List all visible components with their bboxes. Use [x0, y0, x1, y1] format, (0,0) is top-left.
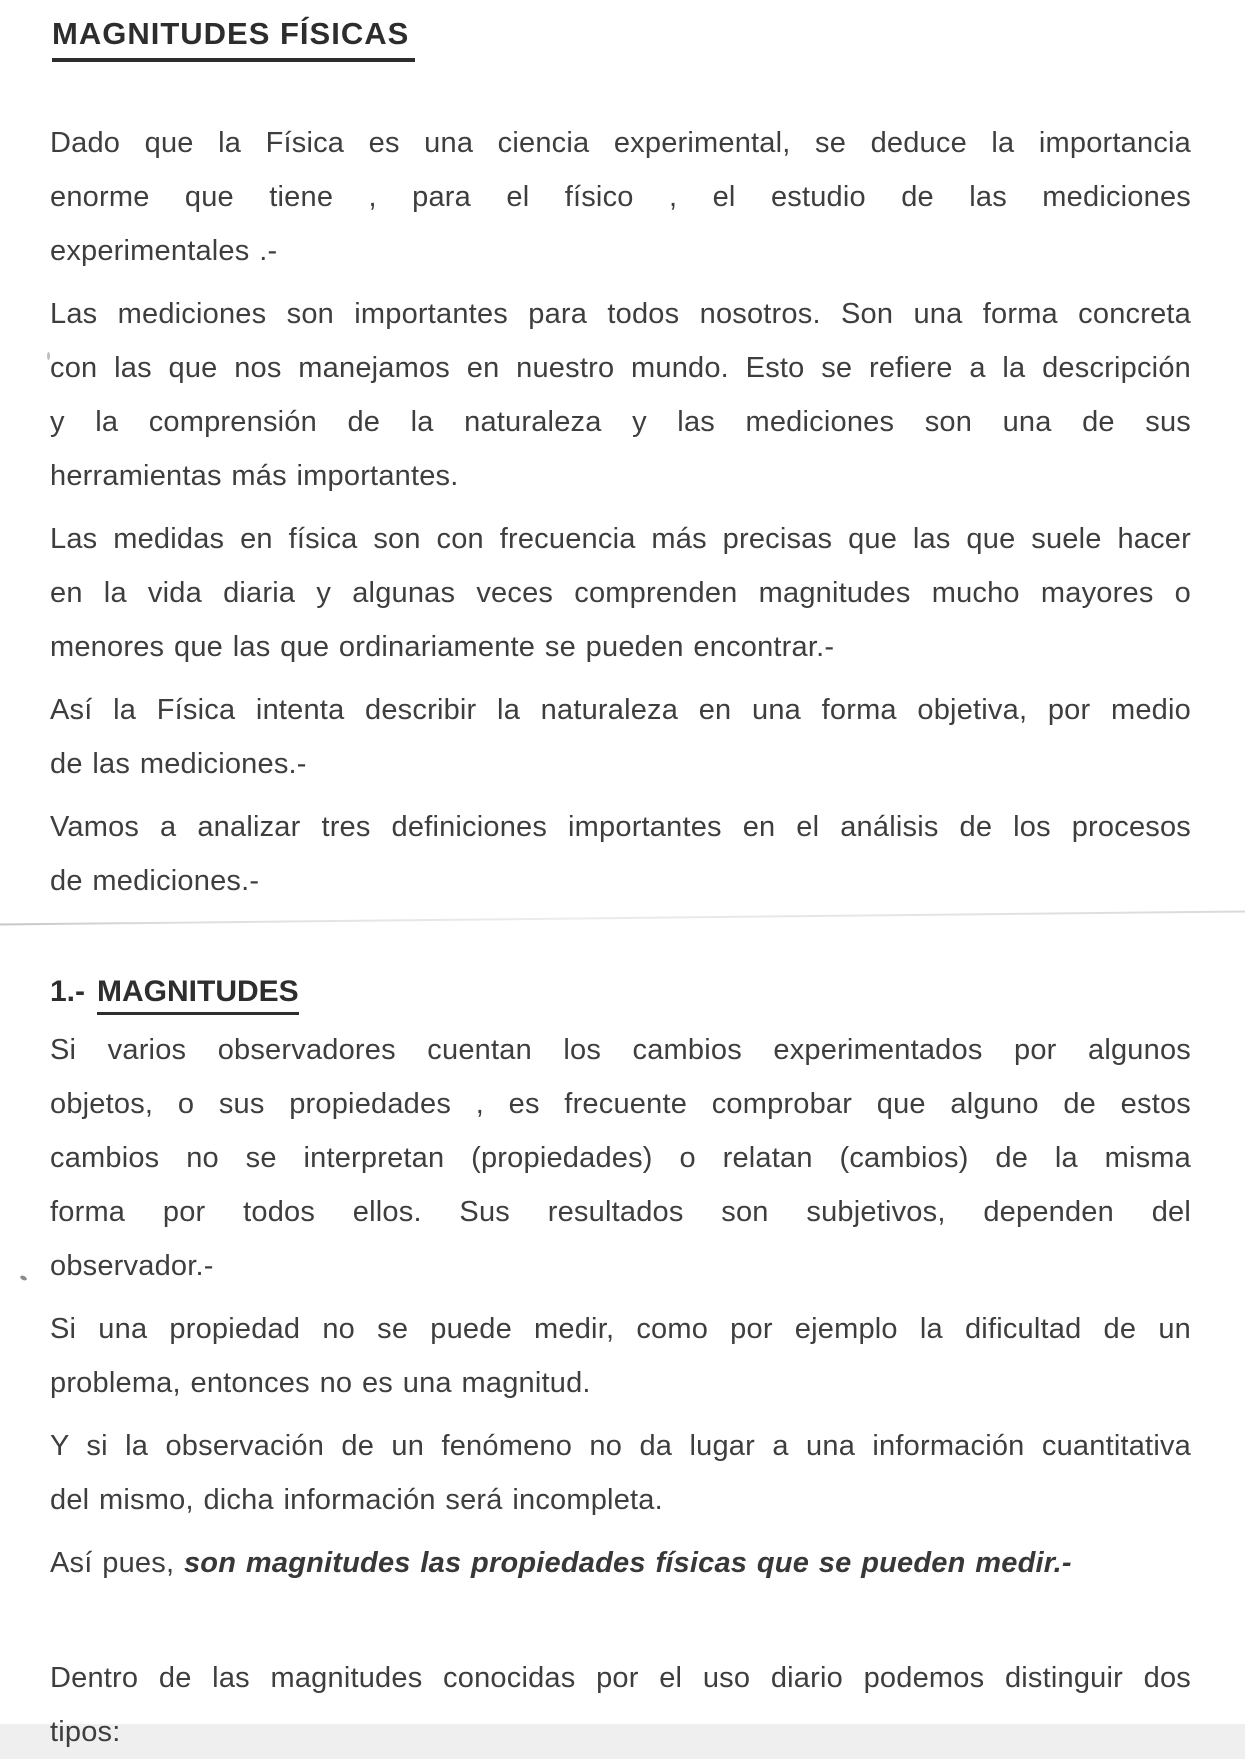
scan-artifact [47, 352, 50, 360]
page-title: MAGNITUDES FÍSICAS [52, 16, 415, 62]
paragraph [50, 1023, 1191, 1293]
text-line: de las mediciones.- [50, 748, 307, 780]
text-line: del mismo, dicha información será incompleta. [50, 1484, 663, 1516]
document-title-block [52, 16, 1191, 62]
section-heading [50, 965, 1191, 1019]
paragraph [50, 683, 1191, 791]
text-line: experimentales .- [50, 235, 278, 267]
text-line: en la vida diaria y algunas veces comprenden magnitudes mucho mayores o [50, 577, 1191, 609]
paragraph [50, 1536, 1191, 1590]
blank-space [50, 1599, 1191, 1651]
text-line: observador.- [50, 1250, 214, 1282]
section-number: 1.- [50, 975, 86, 1008]
text-line: Así la Física intenta describir la naturaleza en una forma objetiva, por medio [50, 694, 1191, 726]
paragraph [50, 1651, 1191, 1759]
paragraph [50, 1419, 1191, 1527]
text-line: herramientas más importantes. [50, 460, 459, 492]
text-line: enorme que tiene , para el físico , el estudio de las mediciones [50, 181, 1191, 213]
paragraph [50, 512, 1191, 674]
text-line: tipos: [50, 1716, 121, 1748]
text-line: Si varios observadores cuentan los cambios experimentados por algunos [50, 1034, 1191, 1066]
section-title: MAGNITUDES [97, 975, 299, 1015]
text-line: Si una propiedad no se puede medir, como por ejemplo la dificultad de un [50, 1313, 1191, 1345]
emphasized-text: son magnitudes las propiedades físicas que se pueden medir [183, 1547, 1054, 1579]
paragraph [50, 287, 1191, 503]
text-line: Las medidas en física son con frecuencia más precisas que las que suele hacer [50, 523, 1191, 555]
text-line: objetos, o sus propiedades , es frecuente comprobar que alguno de estos [50, 1088, 1191, 1120]
text-line [50, 1536, 1191, 1590]
text-line: menores que las que ordinariamente se pueden encontrar.- [50, 631, 835, 663]
text-line: Y si la observación de un fenómeno no da lugar a una información cuantitativa [50, 1430, 1191, 1462]
paragraph [50, 800, 1191, 908]
paragraph [50, 1302, 1191, 1410]
scan-crease-line [0, 910, 1245, 925]
text-line: con las que nos manejamos en nuestro mundo. Esto se refiere a la descripción [50, 352, 1191, 384]
emphasized-text: .- [1053, 1547, 1072, 1579]
text-line: Dado que la Física es una ciencia experimental, se deduce la importancia [50, 127, 1191, 159]
plain-text: Así pues, [50, 1547, 184, 1579]
text-line: problema, entonces no es una magnitud. [50, 1367, 591, 1399]
paragraph [50, 116, 1191, 278]
text-line: y la comprensión de la naturaleza y las mediciones son una de sus [50, 406, 1191, 438]
text-line: de mediciones.- [50, 865, 260, 897]
text-line: forma por todos ellos. Sus resultados son subjetivos, dependen del [50, 1196, 1191, 1228]
text-line: cambios no se interpretan (propiedades) o relatan (cambios) de la misma [50, 1142, 1191, 1174]
text-line: Vamos a analizar tres definiciones importantes en el análisis de los procesos [50, 811, 1191, 843]
text-line: Las mediciones son importantes para todos nosotros. Son una forma concreta [50, 298, 1191, 330]
text-line: Dentro de las magnitudes conocidas por el uso diario podemos distinguir dos [50, 1662, 1191, 1694]
